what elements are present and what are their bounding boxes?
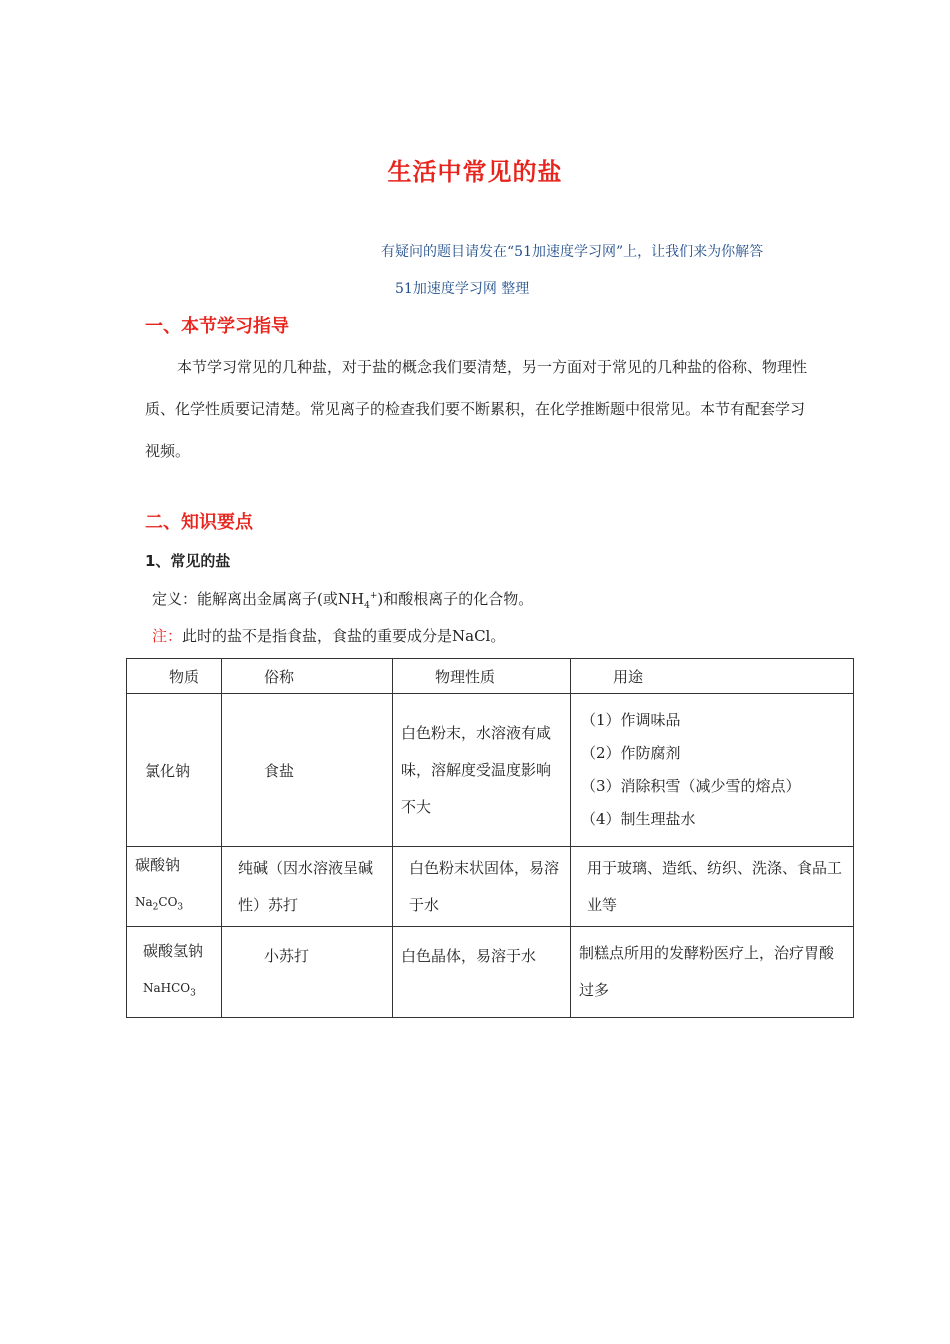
salt-note — [152, 625, 505, 646]
substance-cell — [127, 927, 222, 1018]
ammonium-subscript: 4 — [364, 601, 370, 611]
common-salts-table — [126, 658, 854, 1018]
use-item: （3）消除积雪（减少雪的熔点） — [581, 777, 801, 795]
note-text: 此时的盐不是指食盐，食盐的重要成分是NaCl。 — [182, 627, 506, 645]
definition-suffix: )和酸根离子的化合物。 — [377, 590, 534, 608]
common-name-cell: 小苏打 — [222, 927, 393, 1018]
guidance-paragraph: 本节学习常见的几种盐，对于盐的概念我们要清楚，另一方面对于常见的几种盐的俗称、物理性质、化学性质要记清楚。常见离子的检查我们要不断累积，在化学推断题中很常见。本节有配套学习视频。 — [145, 358, 808, 460]
physical-properties-cell: 白色晶体，易溶于水 — [393, 927, 571, 1018]
section-heading-guidance: 一、本节学习指导 — [145, 316, 289, 337]
definition-prefix: 定义：能解离出金属离子(或 — [152, 590, 338, 608]
header-physical-properties: 物理性质 — [393, 659, 571, 694]
use-item: （2）作防腐剂 — [581, 744, 681, 762]
chemical-formula: $Na_2CO_3$ — [135, 895, 184, 913]
use-item: （1）作调味品 — [581, 711, 681, 729]
table-row — [127, 694, 854, 847]
header-common-name: 俗称 — [222, 659, 393, 694]
table-header-row — [127, 659, 854, 694]
header-substance: 物质 — [127, 659, 222, 694]
physical-properties-cell: 白色粉末，水溶液有咸味，溶解度受温度影响不大 — [393, 694, 571, 847]
substance-cell: 氯化钠 — [127, 694, 222, 847]
use-item: （4）制生理盐水 — [581, 810, 696, 828]
uses-cell: 用于玻璃、造纸、纺织、洗涤、食品工业等 — [571, 847, 854, 927]
substance-cell — [127, 847, 222, 927]
common-name-cell: 纯碱（因水溶液呈碱性）苏打 — [222, 847, 393, 927]
uses-cell: 制糕点所用的发酵粉医疗上，治疗胃酸过多 — [571, 927, 854, 1018]
chemical-formula: NaHCO$_3$ — [143, 980, 196, 999]
uses-cell — [571, 694, 854, 847]
section-heading-key-points: 二、知识要点 — [145, 512, 253, 533]
header-uses: 用途 — [571, 659, 854, 694]
physical-properties-cell: 白色粉末状固体，易溶于水 — [393, 847, 571, 927]
subheading-common-salts: 1、常见的盐 — [145, 552, 231, 570]
table-row — [127, 927, 854, 1018]
table-row — [127, 847, 854, 927]
common-name-cell: 食盐 — [222, 694, 393, 847]
substance-name: 碳酸氢钠 — [143, 941, 204, 960]
ammonium-symbol: NH — [337, 590, 365, 608]
salt-definition — [152, 588, 533, 611]
notice-line-2: 51加速度学习网 整理 — [395, 281, 530, 297]
substance-name: 碳酸钠 — [135, 856, 181, 874]
ammonium-superscript: + — [369, 591, 378, 601]
page-title: 生活中常见的盐 — [387, 158, 563, 186]
notice-line-1: 有疑问的题目请发在“51加速度学习网”上，让我们来为你解答 — [381, 244, 764, 260]
note-label: 注： — [152, 627, 183, 645]
